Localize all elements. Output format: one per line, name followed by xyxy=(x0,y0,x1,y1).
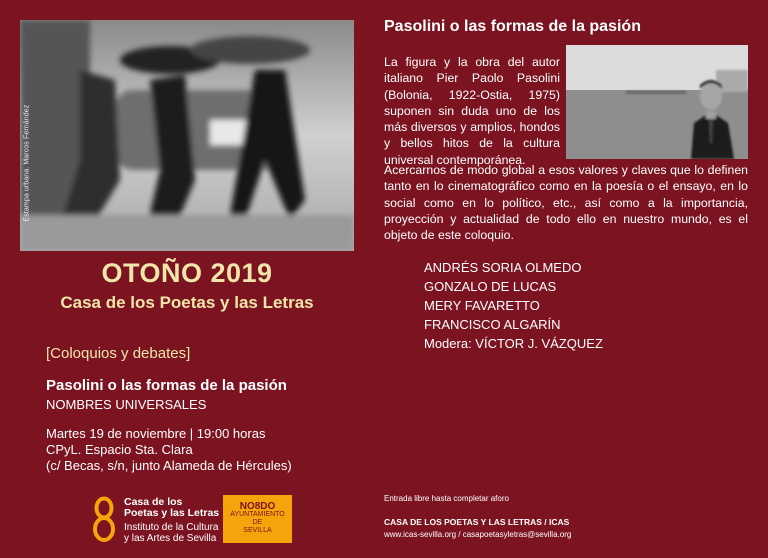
event-datetime: Martes 19 de noviembre | 19:00 horas xyxy=(46,426,266,441)
description-intro: La figura y la obra del autor italiano Pier Paolo Pasolini (Bolonia, 1922-Ostia, 1975) suponen sin duda uno de los más diversos y amplios, hondos y bellos hitos de la cultura universal contemporánea. xyxy=(384,55,560,167)
street-photo xyxy=(20,20,354,251)
pasolini-portrait xyxy=(566,45,748,159)
moderator-item: Modera: VÍCTOR J. VÁZQUEZ xyxy=(424,336,603,351)
casa-poetas-logo-icon xyxy=(92,496,116,542)
event-title: Pasolini o las formas de la pasión xyxy=(46,377,287,394)
photo-credit: Estampa urbana. Marcos Fernández xyxy=(23,104,31,222)
speaker-item: ANDRÉS SORIA OLMEDO xyxy=(424,260,582,275)
event-address: (c/ Becas, s/n, junto Alameda de Hércules) xyxy=(46,458,292,473)
ayto-line3: SEVILLA xyxy=(243,527,272,534)
organizer-name: CASA DE LOS POETAS Y LAS LETRAS / ICAS xyxy=(384,517,570,527)
speaker-item: GONZALO DE LUCAS xyxy=(424,279,557,294)
event-place: CPyL. Espacio Sta. Clara xyxy=(46,442,193,457)
no8do-mark: NO8DO xyxy=(239,501,276,512)
description-body: Acercarnos de modo global a esos valores y claves que lo definen tanto en lo cinematográfico como en la poesía o el ensayo, en lo social como en lo político, etc., así como a la importancia, proyección y actualidad de todo ello en nuestro mundo, es el objeto de este coloquio. xyxy=(384,163,748,243)
season-title: OTOÑO 2019 xyxy=(101,258,273,288)
logo-icas-line1: Instituto de la Cultura xyxy=(124,522,219,533)
casa-poetas-logo-text xyxy=(124,497,224,544)
contact-links[interactable]: www.icas-sevilla.org / casapoetasyletras@sevilla.org xyxy=(384,530,572,539)
ayuntamiento-logo xyxy=(223,495,292,543)
logo-casa-line1: Casa de los xyxy=(124,496,183,508)
series-label: [Coloquios y debates] xyxy=(46,345,191,362)
event-subtitle: NOMBRES UNIVERSALES xyxy=(46,397,207,412)
description-title: Pasolini o las formas de la pasión xyxy=(384,18,641,35)
free-entry-note: Entrada libre hasta completar aforo xyxy=(384,494,509,503)
speaker-item: FRANCISCO ALGARÍN xyxy=(424,317,561,332)
logo-casa-line2: Poetas y las Letras xyxy=(124,507,220,519)
venue-title: Casa de los Poetas y las Letras xyxy=(60,293,314,312)
logo-icas-line2: y las Artes de Sevilla xyxy=(124,533,217,544)
speaker-item: MERY FAVARETTO xyxy=(424,298,540,313)
ayto-line2: DE xyxy=(252,519,263,526)
ayto-line1: AYUNTAMIENTO xyxy=(230,511,285,518)
